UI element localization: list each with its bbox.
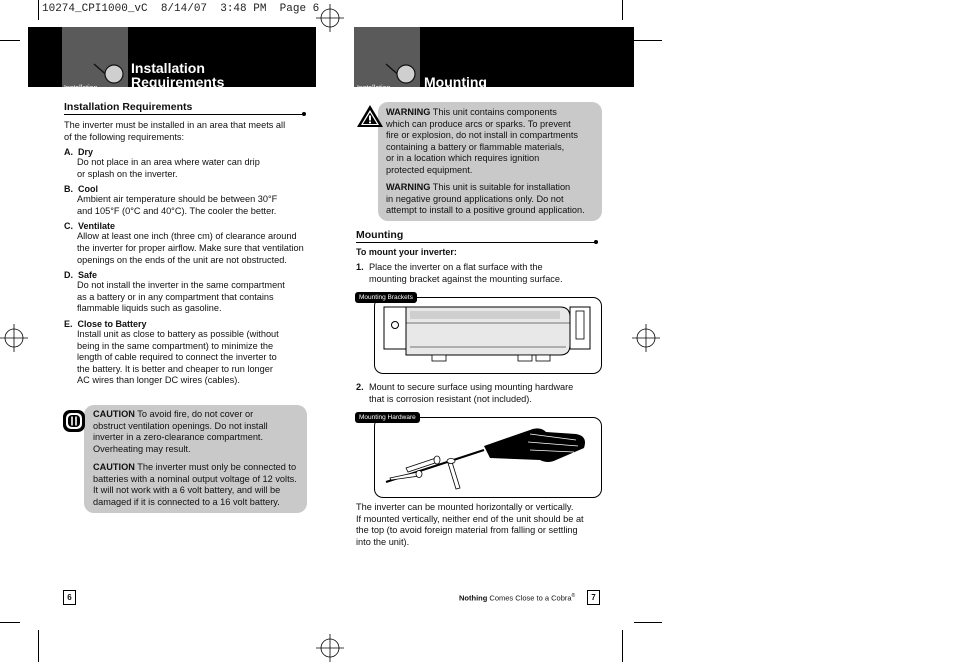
caution-line: inverter in a zero-clearance compartment. — [93, 432, 264, 443]
closing-line: If mounted vertically, neither end of the unit should be at — [356, 513, 584, 524]
caution-label: CAUTION — [93, 409, 135, 419]
requirement-item — [64, 221, 314, 266]
warning-label: WARNING — [386, 182, 431, 192]
crop-mark — [38, 0, 39, 20]
caution-icon — [62, 409, 86, 433]
inverter-bracket-illustration-icon — [380, 301, 596, 367]
requirement-item — [64, 270, 314, 315]
warning-icon — [356, 104, 384, 128]
caution-line: Overheating may result. — [93, 443, 191, 454]
closing-line: the top (to avoid foreign material from falling or settling — [356, 525, 578, 536]
caution-line: batteries with a nominal output voltage of 12 volts. — [93, 473, 297, 484]
warning-line: fire or explosion, do not install in compartments — [386, 130, 579, 141]
footer-trademark: ® — [571, 593, 576, 599]
figure-label: Mounting Brackets — [355, 292, 417, 303]
left-tab-label: Installation — [64, 85, 98, 92]
intro-line: of the following requirements: — [64, 131, 185, 142]
rule-dot — [302, 112, 306, 116]
warning-text-1 — [386, 107, 600, 177]
warning-text-2 — [386, 182, 600, 217]
footer-tagline — [459, 593, 575, 603]
requirement-line: AC wires than longer DC wires (cables). — [77, 375, 240, 386]
warning-line: or in a location which requires ignition — [386, 153, 540, 164]
closing-paragraph — [356, 502, 606, 548]
requirement-heading: D. Safe — [64, 270, 98, 281]
closing-line: into the unit). — [356, 536, 410, 547]
warning-line: containing a battery or flammable materials, — [386, 141, 565, 152]
step-line: mounting bracket against the mounting surface. — [369, 273, 563, 284]
magnifier-icon — [384, 58, 418, 86]
section-title-mounting: Mounting — [356, 229, 404, 241]
requirement-item — [64, 147, 314, 180]
requirement-line: Do not install the inverter in the same compartment — [77, 280, 285, 291]
footer-text: Comes Close to a Cobra — [487, 593, 572, 603]
warning-line: which can produce arcs or sparks. To prevent — [386, 118, 571, 129]
requirement-line: and 105°F (0°C and 40°C). The cooler the better. — [77, 205, 277, 216]
step-line: Mount to secure surface using mounting hardware — [369, 382, 574, 392]
print-slug: 10274_CPI1000_vC 8/14/07 3:48 PM Page 6 — [42, 3, 320, 15]
crop-mark — [622, 630, 623, 662]
rule-dot — [594, 240, 598, 244]
requirements-list — [64, 147, 314, 387]
crop-mark — [634, 40, 662, 41]
caution-line: damaged if it is connected to a 16 volt battery. — [93, 496, 280, 507]
screw — [390, 456, 460, 489]
magnifier-icon — [92, 58, 126, 86]
caution-text: The inverter must only be connected to — [134, 462, 297, 472]
requirement-line: or splash on the inverter. — [77, 168, 178, 179]
crop-mark — [634, 622, 662, 623]
requirement-line: Do not place in an area where water can drip — [77, 157, 260, 167]
requirement-heading: B. Cool — [64, 184, 98, 195]
requirement-line: Allow at least one inch (three cm) of clearance around — [77, 231, 297, 242]
step-line: that is corrosion resistant (not included). — [369, 393, 532, 404]
step-1 — [356, 262, 601, 285]
requirement-heading: A. Dry — [64, 147, 94, 157]
left-header-title: Installation Requirements — [131, 60, 225, 90]
caution-text: To avoid fire, do not cover or — [134, 409, 254, 419]
intro-line: The inverter must be installed in an area that meets all — [64, 120, 286, 130]
crop-mark — [38, 630, 39, 662]
requirement-line: being in the same compartment) to minimize the — [77, 340, 274, 351]
requirement-line: length of cable required to connect the inverter to — [77, 352, 277, 363]
section-rule — [64, 114, 304, 115]
caution-text-2 — [93, 462, 305, 508]
warning-text: This unit is suitable for installation — [430, 182, 571, 192]
figure-label: Mounting Hardware — [355, 412, 420, 423]
section-rule — [356, 242, 596, 243]
requirement-line: flammable liquids such as gasoline. — [77, 303, 222, 314]
requirement-line: openings on the ends of the unit are not obstructed. — [77, 254, 287, 265]
right-tab-label: Installation — [357, 85, 391, 92]
crop-mark — [622, 0, 623, 20]
intro-text — [64, 120, 314, 143]
step-number: 2. — [356, 382, 364, 392]
page-number-right: 7 — [587, 590, 600, 605]
requirement-heading: C. Ventilate — [64, 221, 116, 232]
warning-text: This unit contains components — [430, 107, 557, 117]
requirement-line: Install unit as close to battery as possible (without — [77, 328, 279, 339]
registration-mark-icon — [316, 4, 344, 32]
right-header-title: Mounting — [424, 74, 487, 90]
crop-mark — [0, 622, 20, 623]
requirement-line: Ambient air temperature should be between 30°F — [77, 194, 278, 205]
step-number: 1. — [356, 262, 364, 272]
footer-bold: Nothing — [459, 593, 488, 603]
requirement-item — [64, 319, 314, 387]
screwdriver-screws-illustration-icon — [380, 420, 596, 492]
requirement-line: as a battery or in any compartment that contains — [77, 291, 274, 302]
caution-text-1 — [93, 409, 305, 455]
registration-mark-icon — [316, 634, 344, 662]
requirement-line: the battery. It is better and cheaper to run longer — [77, 363, 273, 374]
caution-line: It will not work with a 6 volt battery, and will be — [93, 485, 281, 496]
caution-line: obstruct ventilation openings. Do not install — [93, 420, 268, 431]
warning-line: protected equipment. — [386, 164, 473, 175]
warning-line: attempt to install to a positive ground application. — [386, 205, 585, 216]
crop-mark — [0, 40, 20, 41]
warning-label: WARNING — [386, 107, 431, 117]
step-line: Place the inverter on a flat surface with the — [369, 262, 543, 272]
registration-mark-icon — [632, 324, 660, 352]
mounting-subheading: To mount your inverter: — [356, 247, 457, 257]
caution-label: CAUTION — [93, 462, 135, 472]
section-title-installation-requirements: Installation Requirements — [64, 101, 193, 113]
registration-mark-icon — [0, 324, 28, 352]
requirement-heading: E. Close to Battery — [64, 318, 147, 329]
requirement-item — [64, 184, 314, 217]
step-2 — [356, 382, 601, 405]
closing-line: The inverter can be mounted horizontally or vertically. — [356, 502, 574, 512]
page-number-left: 6 — [63, 590, 76, 605]
warning-line: in negative ground applications only. Do not — [386, 193, 564, 204]
requirement-line: the inverter for proper airflow. Make sure that ventilation — [77, 242, 304, 253]
